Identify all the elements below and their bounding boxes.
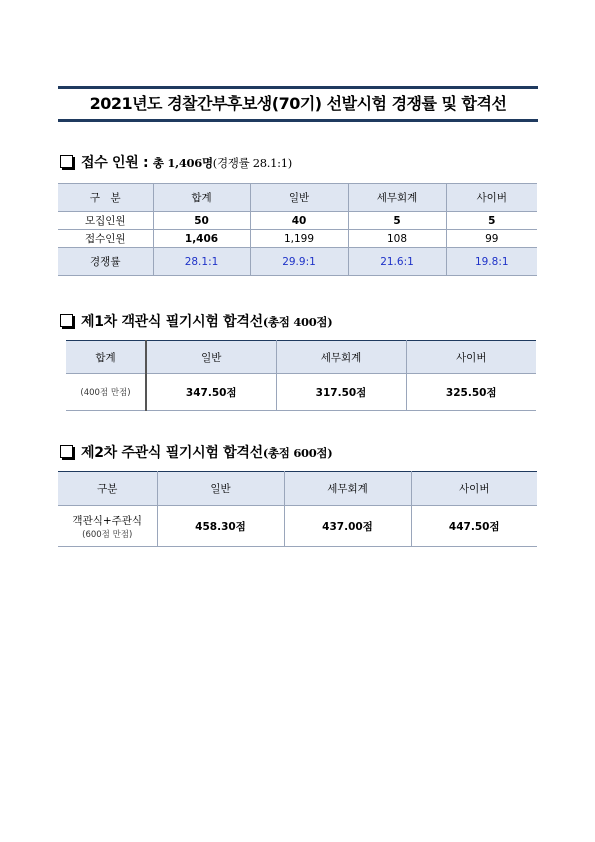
table-header-row: [58, 184, 537, 212]
header-cell: 일반: [146, 341, 276, 374]
competition-ratio-cell: 21.6:1: [348, 248, 446, 276]
table-cell: 1,199: [250, 230, 348, 248]
header-cell: 일반: [157, 472, 284, 506]
cutoff-score-cell: 458.30점: [157, 506, 284, 547]
table-cell: 50: [153, 212, 250, 230]
table-cell: 99: [446, 230, 537, 248]
first-exam-table: [66, 340, 536, 411]
section-applicants: [60, 152, 292, 172]
header-cell: 사이버: [406, 341, 536, 374]
table-cell: 40: [250, 212, 348, 230]
section-second-exam: [60, 442, 332, 462]
second-exam-table: [58, 471, 537, 547]
header-cell: 구 분: [58, 184, 153, 212]
header-cell: 세무회계: [348, 184, 446, 212]
row-label: (400점 만점): [66, 374, 146, 411]
table-cell: 5: [348, 212, 446, 230]
header-cell: 사이버: [411, 472, 537, 506]
section-first-exam-note: (총점 400점): [262, 315, 333, 329]
cutoff-score-cell: 347.50점: [146, 374, 276, 411]
cutoff-score-cell: 317.50점: [276, 374, 406, 411]
title-block: [58, 86, 538, 122]
table-row: [58, 212, 537, 230]
applicants-table: [58, 183, 537, 276]
table-row: [66, 374, 536, 411]
header-cell: 세무회계: [284, 472, 411, 506]
row-label: 경쟁률: [58, 248, 153, 276]
checkbox-bullet-icon: [60, 155, 73, 168]
header-cell: 합계: [66, 341, 146, 374]
section-second-exam-heading: 제2차 주관식 필기시험 합격선: [81, 445, 263, 461]
section-applicants-heading: 접수 인원 :: [81, 155, 149, 171]
table-row: [58, 506, 537, 547]
cutoff-score-cell: 325.50점: [406, 374, 536, 411]
cutoff-score-cell: 437.00점: [284, 506, 411, 547]
header-cell: 사이버: [446, 184, 537, 212]
row-label-main: 객관식+주관식: [72, 514, 143, 527]
table-row: [58, 248, 537, 276]
table-row: [58, 230, 537, 248]
section-applicants-total: 총 1,406명: [152, 156, 213, 170]
header-cell: 구분: [58, 472, 157, 506]
competition-ratio-cell: 28.1:1: [153, 248, 250, 276]
competition-ratio-cell: 19.8:1: [446, 248, 537, 276]
checkbox-bullet-icon: [60, 314, 73, 327]
row-label-sub: (600점 만점): [82, 529, 133, 540]
header-cell: 합계: [153, 184, 250, 212]
section-first-exam: [60, 311, 332, 331]
row-label: [58, 506, 157, 547]
section-first-exam-heading: 제1차 객관식 필기시험 합격선: [81, 314, 263, 330]
table-header-row: [58, 472, 537, 506]
section-applicants-ratio: (경쟁률 28.1:1): [212, 156, 292, 170]
section-second-exam-note: (총점 600점): [262, 446, 333, 460]
header-cell: 세무회계: [276, 341, 406, 374]
checkbox-bullet-icon: [60, 445, 73, 458]
header-cell: 일반: [250, 184, 348, 212]
row-label: 모집인원: [58, 212, 153, 230]
table-header-row: [66, 341, 536, 374]
row-label: 접수인원: [58, 230, 153, 248]
cutoff-score-cell: 447.50점: [411, 506, 537, 547]
table-cell: 5: [446, 212, 537, 230]
page-title: 2021년도 경찰간부후보생(70기) 선발시험 경쟁률 및 합격선: [89, 94, 507, 113]
table-cell: 108: [348, 230, 446, 248]
table-cell: 1,406: [153, 230, 250, 248]
competition-ratio-cell: 29.9:1: [250, 248, 348, 276]
title-rule-bottom: [58, 119, 538, 122]
